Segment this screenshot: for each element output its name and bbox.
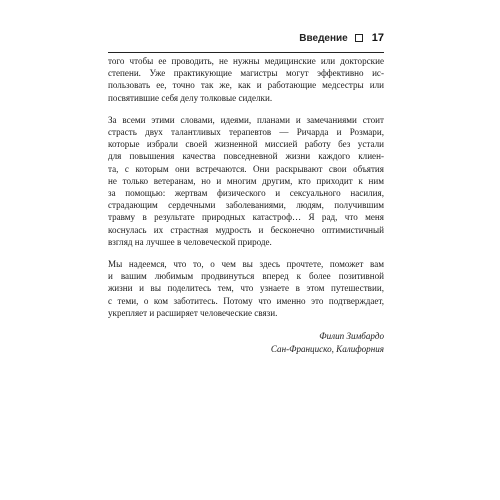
- signature-gap: [108, 319, 384, 330]
- signature-location: Сан-Франциско, Калифорния: [270, 343, 384, 354]
- text-line: степени. Уже практикующие магистры могут эффективно ис-: [108, 68, 384, 79]
- text-line: пользовать ее, точно так же, как и работающие медсестры или: [108, 80, 384, 91]
- paragraph-gap: [108, 104, 384, 114]
- text-line: для повышения качества повседневной жизни каждого клиен-: [108, 151, 384, 162]
- paragraph-1: [108, 55, 384, 104]
- text-line: жизни и вы поделитесь тем, что узнаете в этом путешествии,: [108, 283, 384, 294]
- text-line: травму в результате природных катастроф… Я рад, что меня: [108, 212, 384, 223]
- text-line: за помощью: жертвам физического и сексуального насилия,: [108, 188, 384, 199]
- text-line: страдающим сердечными заболеваниями, людям, получившим: [108, 200, 384, 211]
- text-line: взгляд на лучшее в человеческой природе.: [108, 236, 272, 247]
- text-line: посвятившие себя делу толковые сиделки.: [108, 92, 273, 103]
- text-line: страсть двух талантливых терапевтов — Ричарда и Розмари,: [108, 127, 384, 138]
- paragraph-3: [108, 258, 384, 319]
- text-line: Мы надеемся, что то, о чем вы здесь прочтете, поможет вам: [108, 259, 384, 270]
- text-line: коснулась их страстная мудрость и бесконечно оптимистичный: [108, 224, 384, 235]
- text-line: укрепляет и расширяет человеческие связи.: [108, 307, 278, 318]
- body-text: [108, 55, 384, 355]
- paragraph-2: [108, 114, 384, 248]
- page-number: 17: [371, 32, 384, 44]
- text-line: того чтобы ее проводить, не нужны медицинские или докторские: [108, 56, 384, 66]
- signature-author: Филип Зимбардо: [319, 331, 384, 342]
- signature-block: [108, 330, 384, 355]
- text-line: За всеми этими словами, идеями, планами и замечаниями стоит: [108, 114, 384, 125]
- text-line: и вашим любимым продвинуться вперед к более позитивной: [108, 271, 384, 282]
- text-line: с теми, о ком заботитесь. Потому что именно это подтверждает,: [108, 295, 384, 306]
- text-line: которые избрали своей жизненной миссией работу без устали: [108, 139, 384, 150]
- paragraph-gap: [108, 248, 384, 258]
- square-bullet-icon: [355, 34, 363, 42]
- header-right-group: [299, 32, 384, 44]
- header-section-title: Введение: [299, 32, 348, 44]
- text-line: не только ветеранам, но и многим другим, кто приходит к ним: [108, 175, 384, 186]
- running-header: [108, 30, 384, 53]
- text-line: та, с которым они встречаются. Они раскрывают свои объятия: [108, 163, 384, 174]
